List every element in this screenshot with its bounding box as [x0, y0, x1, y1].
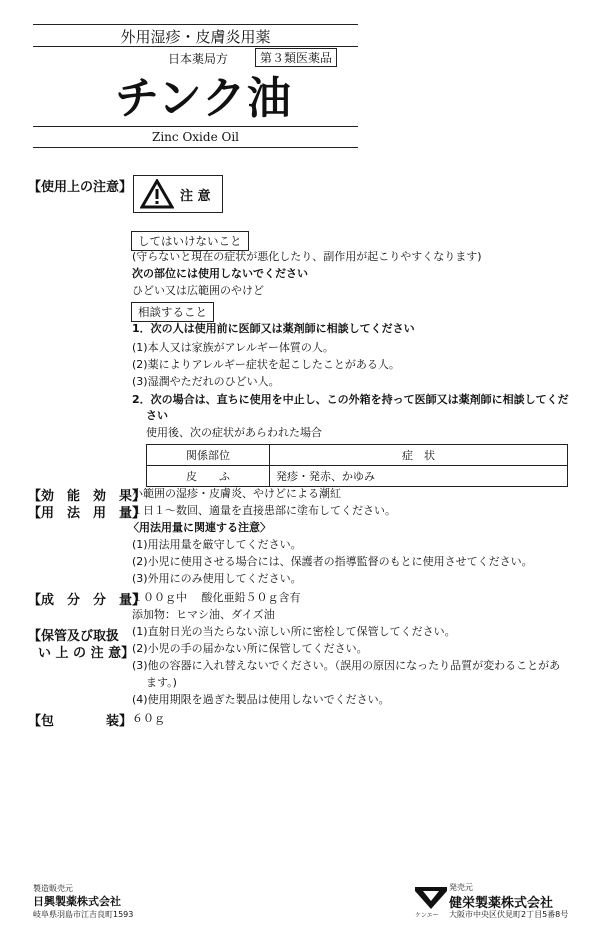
- consult-1-title: 1．次の人は使用前に医師又は薬剤師に相談してください: [132, 322, 415, 335]
- logo-text: ケンエー: [415, 912, 439, 919]
- manufacturer-label: 製造販売元: [33, 884, 73, 893]
- ingredients-heading: 【成 分 分 量】: [28, 593, 146, 608]
- dont-parts-title: 次の部位には使用しないでください: [132, 267, 308, 280]
- consult-1-item: (2)薬によりアレルギー症状を起こしたことがある人。: [132, 358, 400, 371]
- storage-heading: 【保管及び取扱: [28, 629, 120, 644]
- dont-parts-item: ひどい又は広範囲のやけど: [132, 284, 264, 297]
- drug-class-badge: 第３類医薬品: [255, 48, 337, 67]
- dosage-item: (1)用法用量を厳守してください。: [132, 538, 302, 551]
- symptom-table: [146, 444, 568, 487]
- table-cell: 皮 ふ: [147, 466, 270, 487]
- table-cell: 発疹・発赤、かゆみ: [270, 466, 568, 487]
- table-header: 症 状: [270, 445, 568, 466]
- storage-heading-cont: い 上 の 注 意】: [38, 646, 135, 661]
- consult-2-title-cont: さい: [146, 409, 168, 422]
- header-rule-3: [33, 126, 358, 127]
- warning-label: 注 意: [180, 189, 211, 204]
- dosage-related-title: 〈用法用量に関連する注意〉: [128, 521, 271, 534]
- warning-triangle-icon: [140, 179, 174, 209]
- kenei-logo-icon: [413, 883, 449, 911]
- consult-2-sub: 使用後、次の症状があらわれた場合: [146, 426, 322, 439]
- manufacturer-name: 日興製薬株式会社: [33, 895, 121, 908]
- distributor-label: 発売元: [449, 883, 473, 892]
- table-header: 関係部位: [147, 445, 270, 466]
- dosage-heading: 【用 法 用 量】: [28, 506, 146, 521]
- product-name: チンク油: [115, 73, 292, 124]
- dosage-item: (3)外用にのみ使用してください。: [132, 572, 302, 585]
- distributor-name: 健栄製薬株式会社: [449, 896, 554, 911]
- consult-1-item: (1)本人又は家族がアレルギー体質の人。: [132, 341, 334, 354]
- efficacy-text: 小範囲の湿疹・皮膚炎、やけどによる潮紅: [132, 487, 341, 500]
- dont-box: してはいけないこと: [131, 231, 249, 251]
- storage-item: (4)使用期限を過ぎた製品は使用しないでください。: [132, 693, 390, 706]
- ingredients-additives: 添加物：ヒマシ油、ダイズ油: [132, 608, 275, 621]
- english-name: Zinc Oxide Oil: [152, 130, 239, 144]
- consult-box: 相談すること: [131, 302, 214, 322]
- storage-item: (3)他の容器に入れ替えないでください。（誤用の原因になったり品質が変わることがあ: [132, 659, 561, 672]
- table-row: [147, 466, 568, 487]
- header-rule-bottom: [33, 147, 358, 148]
- storage-item-cont: ます。): [146, 676, 177, 689]
- dont-note: (守らないと現在の症状が悪化したり、副作用が起こりやすくなります): [132, 250, 482, 263]
- manufacturer-address: 岐阜県羽島市江吉良町1593: [33, 910, 134, 919]
- table-header-row: [147, 445, 568, 466]
- consult-1-item: (3)湿潤やただれのひどい人。: [132, 375, 280, 388]
- warning-box: [133, 175, 223, 213]
- precautions-heading: 【使用上の注意】: [28, 180, 133, 195]
- product-category: 外用湿疹・皮膚炎用薬: [120, 28, 271, 46]
- header-rule-2: [33, 46, 358, 47]
- header-rule-top: [33, 24, 358, 25]
- dosage-text: １日１～数回、適量を直接患部に塗布してください。: [132, 504, 396, 517]
- efficacy-heading: 【効 能 効 果】: [28, 489, 146, 504]
- ingredients-text: １００ｇ中 酸化亜鉛５０ｇ含有: [132, 591, 301, 604]
- consult-2-title: 2．次の場合は、直ちに使用を中止し、この外箱を持って医師又は薬剤師に相談してくだ: [132, 393, 569, 406]
- package-heading: 【包 装】: [28, 714, 133, 729]
- distributor-address: 大阪市中央区伏見町2丁目5番8号: [449, 910, 569, 919]
- dosage-item: (2)小児に使用させる場合には、保護者の指導監督のもとに使用させてください。: [132, 555, 533, 568]
- package-text: ６０ｇ: [132, 712, 165, 725]
- distributor-logo: [413, 883, 449, 919]
- storage-item: (2)小児の手の届かない所に保管してください。: [132, 642, 368, 655]
- storage-item: (1)直射日光の当たらない涼しい所に密栓して保管してください。: [132, 625, 456, 638]
- pharmacopoeia-label: 日本薬局方: [168, 52, 229, 66]
